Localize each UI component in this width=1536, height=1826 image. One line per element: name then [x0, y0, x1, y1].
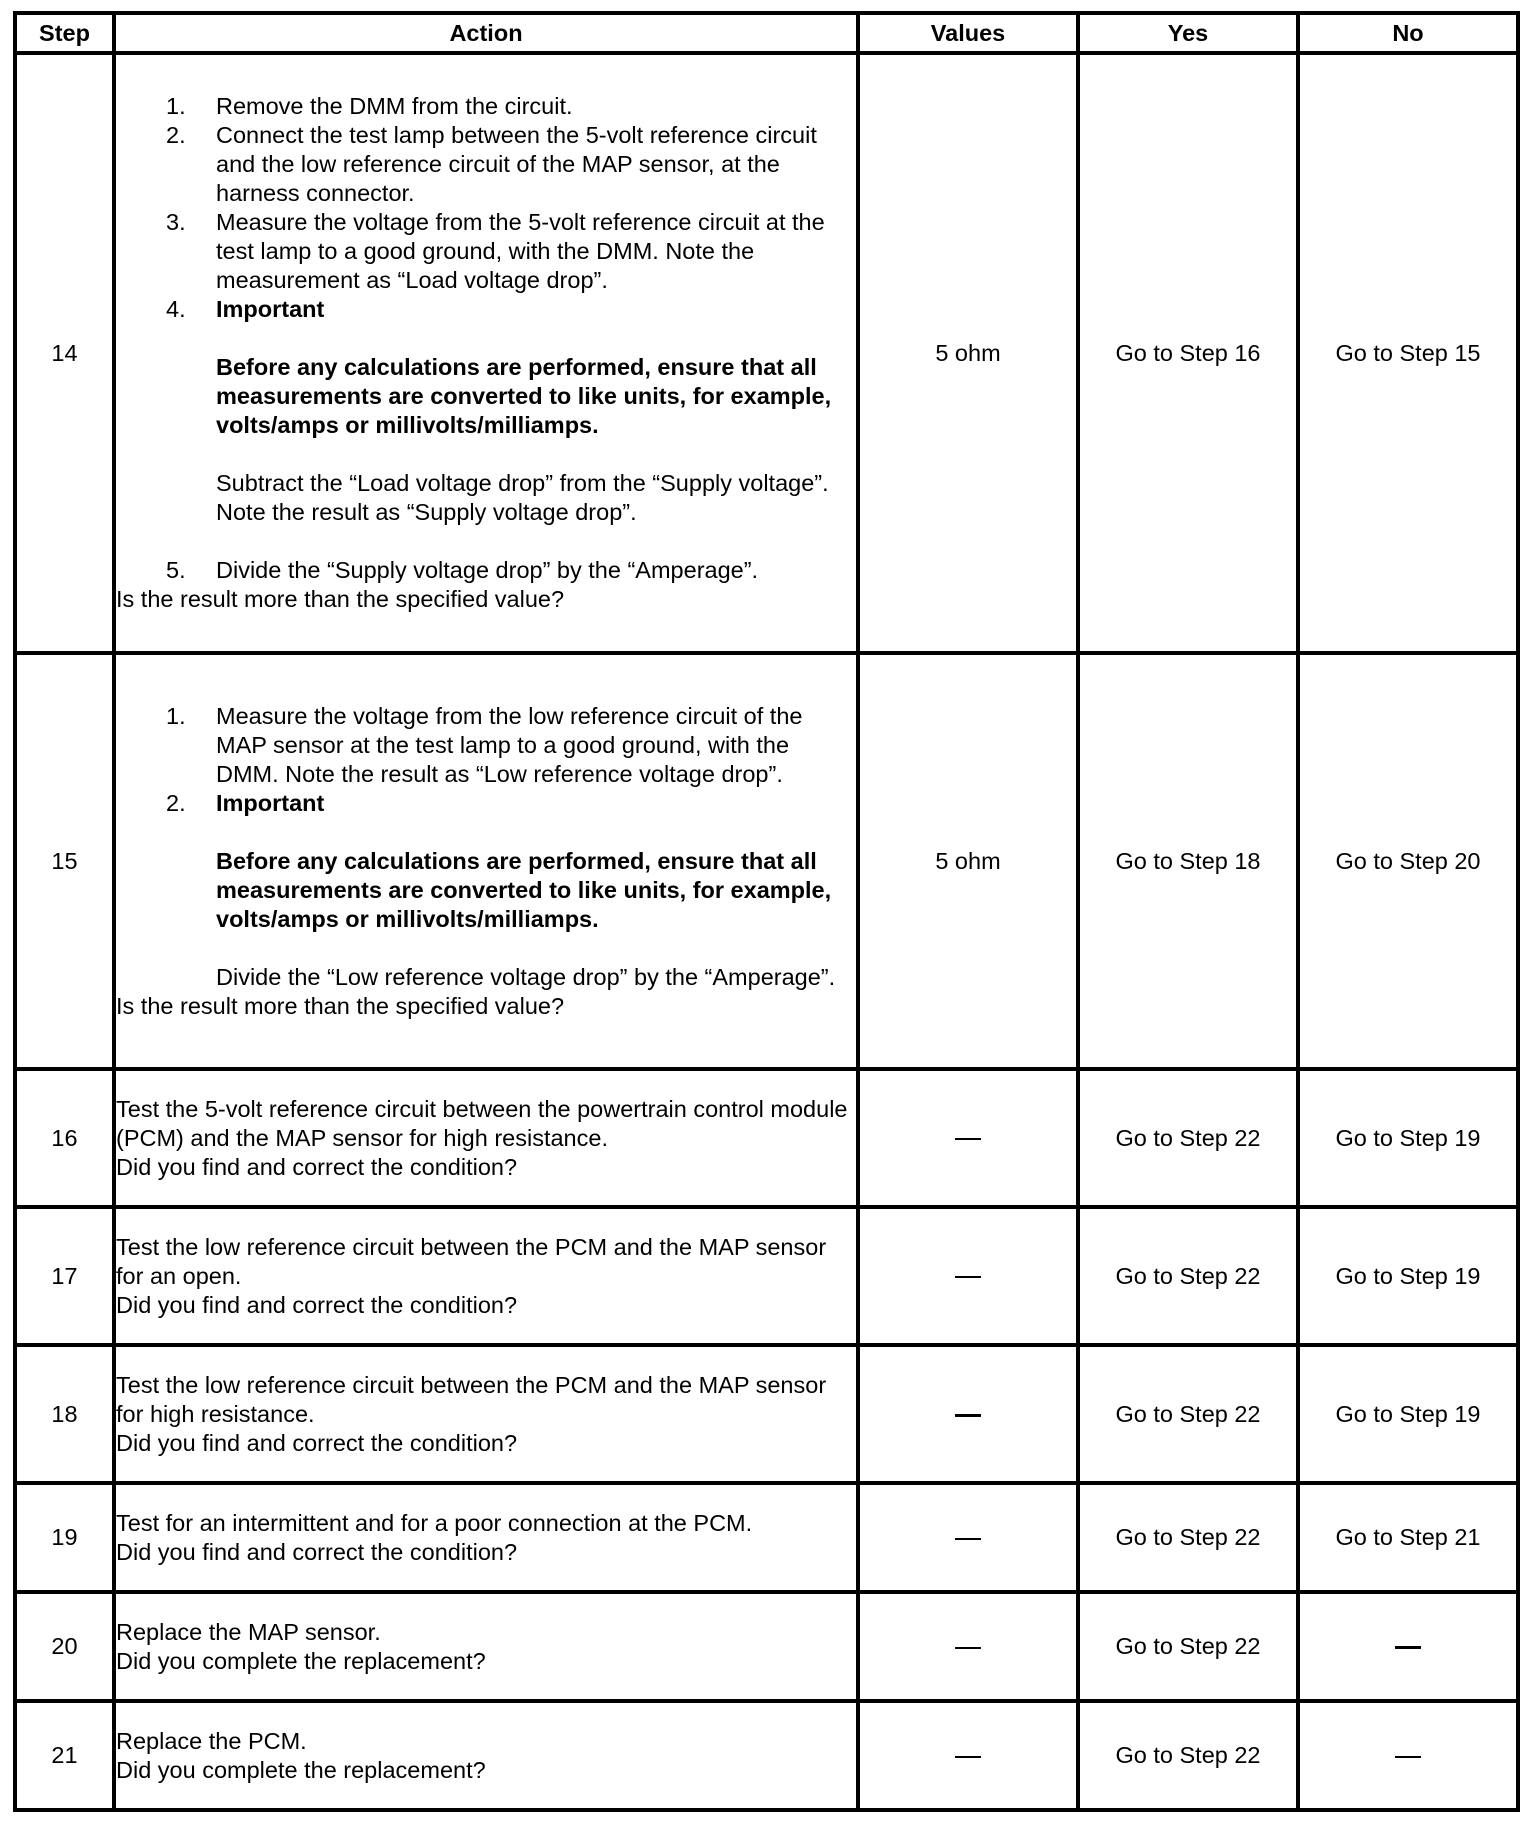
step-question: Is the result more than the specified value?	[116, 586, 565, 612]
yes-link-cell: Go to Step 22	[1078, 1345, 1298, 1483]
action-text: Replace the PCM.	[116, 1727, 307, 1754]
list-item: 2. Connect the test lamp between the 5-volt reference circuit and the low reference circuit of the MAP sensor, at the harness connector.	[166, 122, 817, 206]
important-label: Important	[216, 296, 325, 322]
value-cell	[858, 1069, 1078, 1207]
action-cell	[114, 1483, 858, 1592]
header-values: Values	[858, 13, 1078, 53]
action-text: Test the 5-volt reference circuit between the powertrain control module (PCM) and the MAP sensor for high resistance.	[116, 1095, 848, 1151]
value-cell	[858, 1701, 1078, 1810]
no-link-cell: Go to Step 19	[1298, 1345, 1518, 1483]
value-cell	[858, 1207, 1078, 1345]
header-row	[15, 13, 1518, 53]
step-number: 21	[15, 1701, 114, 1810]
action-cell	[114, 1345, 858, 1483]
list-item: 1. Remove the DMM from the circuit.	[166, 93, 573, 119]
em-dash	[955, 1138, 981, 1140]
procedure-document	[13, 11, 1516, 1812]
em-dash	[1395, 1756, 1421, 1758]
step-question: Did you find and correct the condition?	[116, 1153, 518, 1180]
value-cell: 5 ohm	[858, 53, 1078, 653]
em-dash	[955, 1538, 981, 1540]
sub-step-text: Divide the “Low reference voltage drop” by the “Amperage”.	[216, 963, 836, 990]
step-question: Did you complete the replacement?	[116, 1647, 486, 1674]
diagnostic-table	[13, 11, 1520, 1812]
value-cell	[858, 1592, 1078, 1701]
value-cell	[858, 1483, 1078, 1592]
header-action: Action	[114, 13, 858, 53]
action-cell	[114, 653, 858, 1069]
step-question: Did you complete the replacement?	[116, 1756, 486, 1783]
table-row-step-18	[15, 1345, 1518, 1483]
table-row-step-17	[15, 1207, 1518, 1345]
action-cell	[114, 1207, 858, 1345]
action-cell	[114, 1592, 858, 1701]
table-row-step-19	[15, 1483, 1518, 1592]
action-cell	[114, 53, 858, 653]
list-item: 4. Important	[116, 295, 856, 324]
no-link-cell: Go to Step 20	[1298, 653, 1518, 1069]
important-note: Before any calculations are performed, ensure that all measurements are converted to like units, for example, volts/amps or millivolts/milliamps.	[216, 354, 832, 438]
table-row-step-14	[15, 53, 1518, 653]
no-link-cell: Go to Step 19	[1298, 1207, 1518, 1345]
yes-link-cell: Go to Step 22	[1078, 1207, 1298, 1345]
step-question: Did you find and correct the condition?	[116, 1538, 518, 1565]
no-link-cell: Go to Step 15	[1298, 53, 1518, 653]
step-number: 16	[15, 1069, 114, 1207]
value-cell	[858, 1345, 1078, 1483]
step-question: Did you find and correct the condition?	[116, 1429, 518, 1456]
step-question: Is the result more than the specified value?	[116, 992, 565, 1019]
em-dash	[955, 1414, 981, 1417]
action-text: Test the low reference circuit between the PCM and the MAP sensor for an open.	[116, 1233, 827, 1289]
header-step: Step	[15, 13, 114, 53]
table-row-step-21	[15, 1701, 1518, 1810]
table-row-step-16	[15, 1069, 1518, 1207]
table-row-step-20	[15, 1592, 1518, 1701]
no-link-cell: Go to Step 21	[1298, 1483, 1518, 1592]
list-item: 2. Important	[116, 789, 856, 818]
table-row-step-15	[15, 653, 1518, 1069]
yes-link-cell: Go to Step 16	[1078, 53, 1298, 653]
action-text: Replace the MAP sensor.	[116, 1618, 381, 1645]
list-item: 3. Measure the voltage from the 5-volt reference circuit at the test lamp to a good ground, with the DMM. Note the measurement as “Load voltage drop”.	[166, 209, 825, 293]
list-item: 5. Divide the “Supply voltage drop” by the “Amperage”.	[166, 557, 759, 583]
em-dash	[1395, 1646, 1421, 1649]
yes-link-cell: Go to Step 18	[1078, 653, 1298, 1069]
sub-step-text: Subtract the “Load voltage drop” from the “Supply voltage”. Note the result as “Supply voltage drop”.	[216, 470, 829, 525]
step-number: 20	[15, 1592, 114, 1701]
em-dash	[955, 1276, 981, 1278]
no-link-cell: Go to Step 19	[1298, 1069, 1518, 1207]
step-number: 14	[15, 53, 114, 653]
step-number: 18	[15, 1345, 114, 1483]
action-cell	[114, 1069, 858, 1207]
yes-link-cell: Go to Step 22	[1078, 1701, 1298, 1810]
yes-link-cell: Go to Step 22	[1078, 1483, 1298, 1592]
action-cell	[114, 1701, 858, 1810]
no-link-cell	[1298, 1701, 1518, 1810]
important-label: Important	[216, 789, 325, 816]
header-yes: Yes	[1078, 13, 1298, 53]
step-question: Did you find and correct the condition?	[116, 1291, 518, 1318]
step-number: 19	[15, 1483, 114, 1592]
header-no: No	[1298, 13, 1518, 53]
list-item: 1. Measure the voltage from the low reference circuit of the MAP sensor at the test lamp to a good ground, with the DMM. Note the result as “Low reference voltage drop”.	[166, 702, 803, 787]
action-text: Test for an intermittent and for a poor connection at the PCM.	[116, 1509, 753, 1536]
value-cell: 5 ohm	[858, 653, 1078, 1069]
em-dash	[955, 1756, 981, 1758]
action-text: Test the low reference circuit between the PCM and the MAP sensor for high resistance.	[116, 1371, 827, 1427]
important-note: Before any calculations are performed, ensure that all measurements are converted to like units, for example, volts/amps or millivolts/milliamps.	[216, 847, 832, 932]
no-link-cell	[1298, 1592, 1518, 1701]
yes-link-cell: Go to Step 22	[1078, 1592, 1298, 1701]
step-number: 15	[15, 653, 114, 1069]
em-dash	[955, 1647, 981, 1649]
step-number: 17	[15, 1207, 114, 1345]
yes-link-cell: Go to Step 22	[1078, 1069, 1298, 1207]
